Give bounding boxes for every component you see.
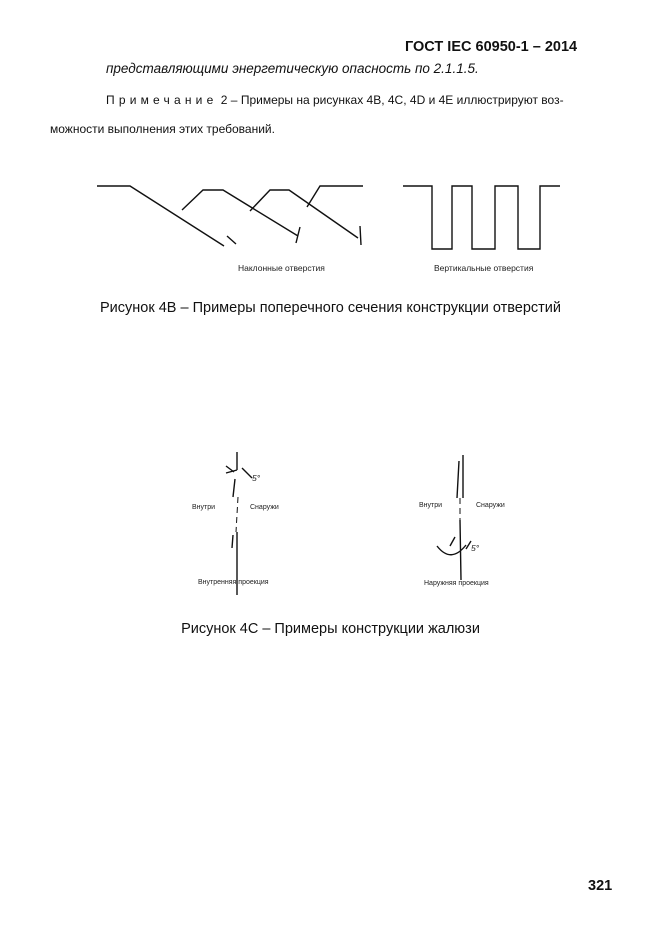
right-angle-label: 5° [471,543,480,553]
left-outside-label: Снаружи [250,504,279,511]
left-projection-label: Внутренняя проекция [198,579,269,586]
right-projection-label: Наружняя проекция [424,580,489,587]
note-label: Примечание [106,93,218,107]
continuation-text: представляющими энергетическую опасность по 2.1.1.5. [106,61,479,76]
figure-4b-caption: Рисунок 4B – Примеры поперечного сечения конструкции отверстий [100,300,561,316]
louvre-left-centerline [236,497,238,532]
page-number: 321 [588,878,613,894]
note-text-line1: 2 – Примеры на рисунках 4B, 4C, 4D и 4E иллюстрируют воз- [217,93,564,107]
right-inside-label: Внутри [419,502,443,509]
slanted-openings-profile [97,186,363,246]
standard-header: ГОСТ IEC 60950-1 – 2014 [405,39,578,55]
vertical-openings-profile [403,186,560,249]
louvre-left-drawing [226,452,252,595]
right-outside-label: Снаружи [476,502,505,509]
left-angle-label: 5° [252,473,261,483]
louvre-right-drawing [437,455,471,580]
slanted-openings-label: Наклонные отверстия [238,263,325,273]
vertical-openings-label: Вертикальные отверстия [434,263,534,273]
left-inside-label: Внутри [192,504,216,511]
figure-4c-caption: Рисунок 4C – Примеры конструкции жалюзи [181,621,480,637]
note-text-line2: можности выполнения этих требований. [50,122,275,136]
